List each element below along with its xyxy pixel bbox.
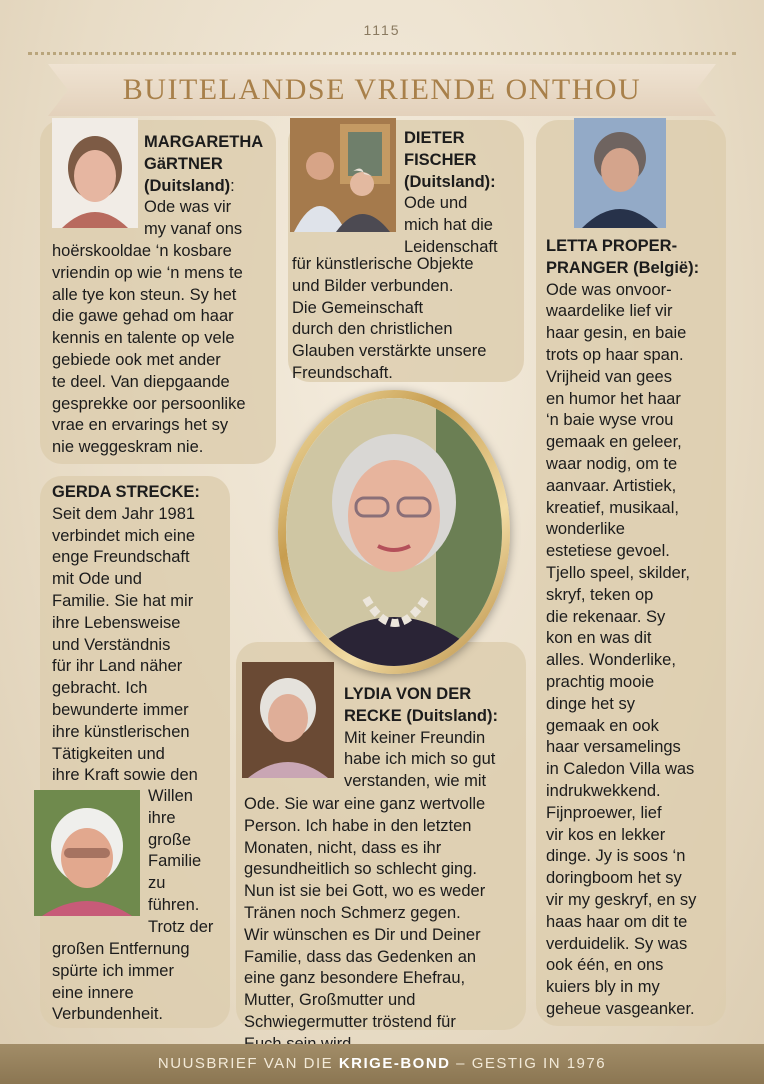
- gerda-tribute-end: [52, 939, 232, 1026]
- margaretha-name-line1: MARGARETHA: [144, 133, 264, 151]
- text-line: Ode. Sie war eine ganz wertvolle: [244, 795, 486, 813]
- margaretha-tribute-body: [52, 241, 278, 459]
- text-line: verstanden, wie mit: [344, 772, 487, 791]
- letta-tribute: [546, 236, 726, 1021]
- text-line: Leidenschaft: [404, 237, 498, 256]
- text-line: doringboom het sy: [546, 869, 682, 888]
- text-line: haar versamelings: [546, 738, 681, 757]
- text-line: gesprekke oor persoonlike: [52, 394, 246, 413]
- text-line: ‘n baie wyse vrou: [546, 411, 674, 430]
- page-number: 1115: [363, 22, 401, 38]
- footer-text: [0, 1052, 764, 1076]
- text-line: ihre Kraft sowie den: [52, 766, 198, 785]
- text-line: großen Entfernung: [52, 940, 190, 958]
- text-line: Ode was vir: [144, 198, 232, 217]
- text-line: en humor het haar: [546, 389, 681, 408]
- page-title: BUITELANDSE VRIENDE ONTHOU: [122, 73, 642, 106]
- text-line: Glauben verstärkte unsere: [292, 342, 487, 361]
- text-line: vir my geskryf, en sy: [546, 890, 697, 909]
- text-line: ihre: [148, 808, 176, 827]
- lydia-photo: [242, 662, 334, 778]
- lydia-name-line2: RECKE (Duitsland):: [344, 706, 498, 725]
- text-line: führen.: [148, 895, 200, 914]
- margaretha-name-line2: GäRTNER: [144, 154, 223, 173]
- text-line: mit Ode und: [52, 570, 142, 589]
- margaretha-tribute: [144, 132, 276, 241]
- text-line: Verbundenheit.: [52, 1005, 164, 1024]
- letta-name-line1: LETTA PROPER-: [546, 237, 678, 255]
- text-line: spürte ich immer: [52, 961, 174, 980]
- lydia-tribute: [344, 684, 526, 793]
- text-line: Mit keiner Freundin: [344, 728, 486, 747]
- text-line: Tränen noch Schmerz gegen.: [244, 903, 461, 922]
- text-line: mich hat die: [404, 216, 493, 235]
- text-line: Vrijheid van gees: [546, 367, 672, 386]
- text-line: Mutter, Großmutter und: [244, 991, 416, 1010]
- text-line: Ode was onvoor-: [546, 280, 672, 299]
- text-line: gebiede ook met ander: [52, 350, 221, 369]
- text-line: Familie, dass das Gedenken an: [244, 947, 477, 966]
- text-line: Willen: [148, 787, 193, 805]
- text-line: verduidelik. Sy was: [546, 934, 688, 953]
- text-line: indrukwekkend.: [546, 781, 661, 800]
- text-line: hoërskooldae ‘n kosbare: [52, 242, 232, 260]
- text-line: die gawe gehad om haar: [52, 307, 234, 326]
- gerda-name: GERDA STRECKE:: [52, 483, 200, 501]
- text-line: ihre Lebensweise: [52, 613, 181, 632]
- dieter-country: (Duitsland):: [404, 172, 496, 191]
- letta-name-line2: PRANGER (België):: [546, 258, 700, 277]
- text-line: große: [148, 830, 192, 849]
- text-line: enge Freundschaft: [52, 548, 190, 567]
- text-line: gemaak en geleer,: [546, 433, 682, 452]
- letta-photo: [574, 118, 666, 228]
- text-line: durch den christlichen: [292, 320, 453, 339]
- memorial-portrait: [286, 398, 502, 666]
- text-line: ook één, en ons: [546, 956, 664, 975]
- text-line: gebracht. Ich: [52, 679, 148, 698]
- text-line: Fijnproewer, lief: [546, 803, 662, 822]
- text-line: vriendin op wie ‘n mens te: [52, 263, 243, 282]
- text-line: Wir wünschen es Dir und Deiner: [244, 925, 481, 944]
- text-line: habe ich mich so gut: [344, 750, 496, 769]
- text-line: kon en was dit: [546, 629, 652, 648]
- margaretha-colon: :: [230, 176, 235, 195]
- text-line: trots op haar span.: [546, 345, 684, 364]
- dieter-name-line2: FISCHER: [404, 150, 477, 169]
- text-line: vrae en ervarings het sy: [52, 416, 229, 435]
- text-line: nie weggeskram nie.: [52, 438, 204, 457]
- text-line: für künstlerische Objekte: [292, 255, 474, 273]
- text-line: kennis en talente op vele: [52, 329, 235, 348]
- footer-text-end: – GESTIG IN 1976: [450, 1055, 607, 1072]
- text-line: eine innere: [52, 983, 134, 1002]
- text-line: alle tye kon steun. Sy het: [52, 285, 237, 304]
- text-line: Freundschaft.: [292, 363, 393, 382]
- text-line: gemaak en ook: [546, 716, 659, 735]
- text-line: kreatief, musikaal,: [546, 498, 679, 517]
- text-line: Monaten, nicht, dass es ihr: [244, 838, 442, 857]
- text-line: waar nodig, om te: [546, 454, 678, 473]
- text-line: haar gesin, en baie: [546, 324, 687, 343]
- gerda-photo: [34, 790, 140, 916]
- text-line: Ode und: [404, 194, 468, 213]
- text-line: Nun ist sie bei Gott, wo es weder: [244, 882, 486, 901]
- footer-org-name: KRIGE-BOND: [338, 1055, 451, 1072]
- text-line: verbindet mich eine: [52, 526, 196, 545]
- text-line: aanvaar. Artistiek,: [546, 476, 677, 495]
- text-line: vir kos en lekker: [546, 825, 666, 844]
- text-line: alles. Wonderlike,: [546, 651, 676, 670]
- text-line: Seit dem Jahr 1981: [52, 504, 196, 523]
- text-line: Tätigkeiten und: [52, 744, 165, 763]
- text-line: dinge het sy: [546, 694, 635, 713]
- lydia-tribute-body: [244, 794, 528, 1056]
- text-line: die rekenaar. Sy: [546, 607, 666, 626]
- text-line: Schwiegermutter tröstend für: [244, 1012, 456, 1031]
- text-line: in Caledon Villa was: [546, 760, 695, 779]
- text-line: my vanaf ons: [144, 220, 243, 239]
- text-line: Familie. Sie hat mir: [52, 591, 194, 610]
- margaretha-country: (Duitsland): [144, 176, 231, 195]
- text-line: te deel. Van diepgaande: [52, 372, 230, 391]
- footer-text-start: NUUSBRIEF VAN DIE: [157, 1055, 339, 1072]
- gerda-tribute-wrap: [148, 786, 234, 939]
- text-line: bewunderte immer: [52, 700, 189, 719]
- text-line: zu: [148, 874, 166, 893]
- dieter-photo: [290, 118, 396, 232]
- text-line: haas haar om dit te: [546, 912, 688, 931]
- gerda-tribute: [52, 482, 232, 787]
- text-line: Person. Ich habe in den letzten: [244, 816, 472, 835]
- text-line: Die Gemeinschaft: [292, 298, 424, 317]
- text-line: geheue vasgeanker.: [546, 999, 695, 1018]
- text-line: Tjello speel, skilder,: [546, 563, 690, 582]
- text-line: wonderlike: [546, 520, 625, 539]
- text-line: estetiese gevoel.: [546, 542, 670, 561]
- dieter-tribute-body: [292, 254, 528, 385]
- text-line: skryf, teken op: [546, 585, 654, 604]
- text-line: prachtig mooie: [546, 672, 655, 691]
- text-line: und Verständnis: [52, 635, 171, 654]
- lydia-name-line1: LYDIA VON DER: [344, 685, 472, 703]
- dotted-divider: [28, 52, 736, 55]
- text-line: gesundheitlich so schlecht ging.: [244, 860, 477, 879]
- text-line: eine ganz besondere Ehefrau,: [244, 969, 466, 988]
- text-line: und Bilder verbunden.: [292, 276, 454, 295]
- text-line: kuiers bly in my: [546, 978, 660, 997]
- memorial-portrait-frame: [278, 390, 510, 674]
- dieter-name-line1: DIETER: [404, 129, 465, 147]
- text-line: waardelike lief vir: [546, 302, 673, 321]
- text-line: für ihr Land näher: [52, 657, 183, 676]
- text-line: ihre künstlerischen: [52, 722, 190, 741]
- text-line: Familie: [148, 852, 202, 871]
- margaretha-photo: [52, 118, 138, 228]
- dieter-tribute: [404, 128, 526, 259]
- text-line: Trotz der: [148, 917, 214, 936]
- text-line: dinge. Jy is soos ‘n: [546, 847, 686, 866]
